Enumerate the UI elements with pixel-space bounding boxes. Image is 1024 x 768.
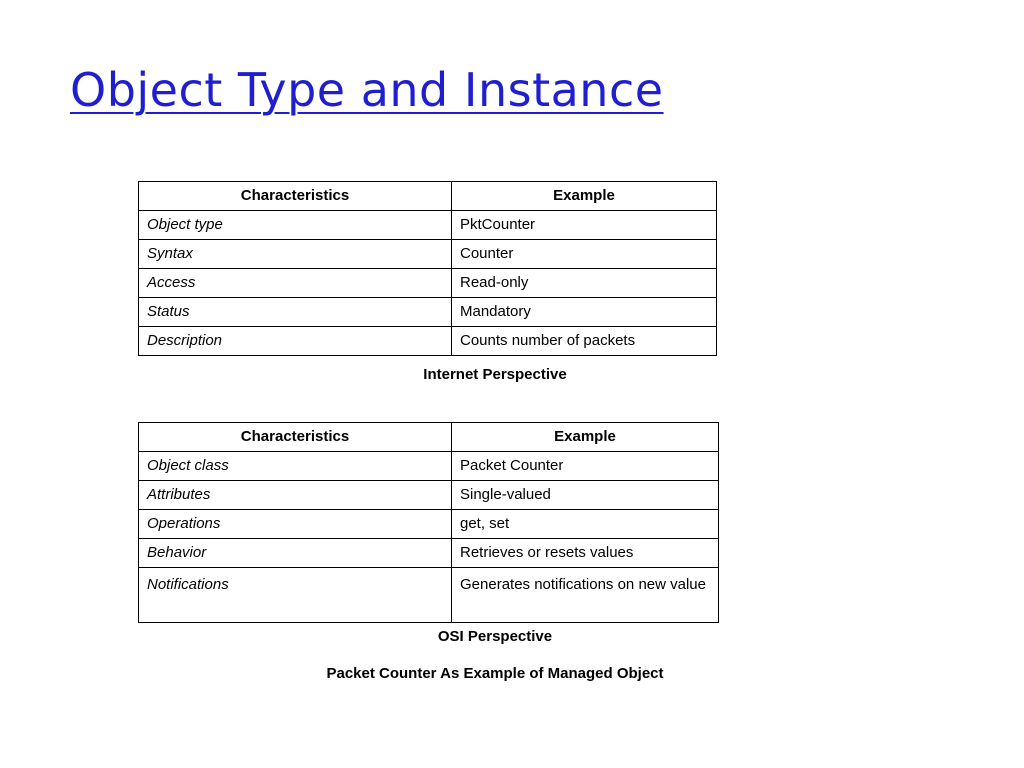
- example-cell: PktCounter: [452, 211, 717, 240]
- table-row: [139, 481, 719, 510]
- table-row: [139, 568, 719, 623]
- example-cell: Retrieves or resets values: [452, 539, 719, 568]
- column-header-characteristics: Characteristics: [139, 423, 452, 452]
- table-row: [139, 269, 717, 298]
- example-cell: Mandatory: [452, 298, 717, 327]
- table-row: [139, 298, 717, 327]
- slide-title: Object Type and Instance: [70, 63, 664, 117]
- example-cell: Single-valued: [452, 481, 719, 510]
- internet-perspective-table: [138, 181, 717, 356]
- example-cell: Generates notifications on new value: [452, 568, 719, 623]
- example-cell: get, set: [452, 510, 719, 539]
- table-header-row: [139, 182, 717, 211]
- column-header-example: Example: [452, 423, 719, 452]
- figure-caption: Packet Counter As Example of Managed Object: [326, 665, 664, 682]
- osi-perspective-table: [138, 422, 719, 623]
- table-row: [139, 452, 719, 481]
- table-row: [139, 327, 717, 356]
- column-header-example: Example: [452, 182, 717, 211]
- characteristic-cell: Description: [139, 327, 452, 356]
- characteristic-cell: Operations: [139, 510, 452, 539]
- example-cell: Counts number of packets: [452, 327, 717, 356]
- example-cell: Packet Counter: [452, 452, 719, 481]
- table-row: [139, 539, 719, 568]
- characteristic-cell: Behavior: [139, 539, 452, 568]
- table-row: [139, 240, 717, 269]
- characteristic-cell: Syntax: [139, 240, 452, 269]
- example-cell: Read-only: [452, 269, 717, 298]
- characteristic-cell: Notifications: [139, 568, 452, 623]
- osi-perspective-caption: OSI Perspective: [437, 628, 553, 645]
- internet-perspective-caption: Internet Perspective: [423, 366, 567, 383]
- table-header-row: [139, 423, 719, 452]
- characteristic-cell: Object class: [139, 452, 452, 481]
- column-header-characteristics: Characteristics: [139, 182, 452, 211]
- table-row: [139, 211, 717, 240]
- characteristic-cell: Attributes: [139, 481, 452, 510]
- characteristic-cell: Object type: [139, 211, 452, 240]
- characteristic-cell: Status: [139, 298, 452, 327]
- characteristic-cell: Access: [139, 269, 452, 298]
- example-cell: Counter: [452, 240, 717, 269]
- table-row: [139, 510, 719, 539]
